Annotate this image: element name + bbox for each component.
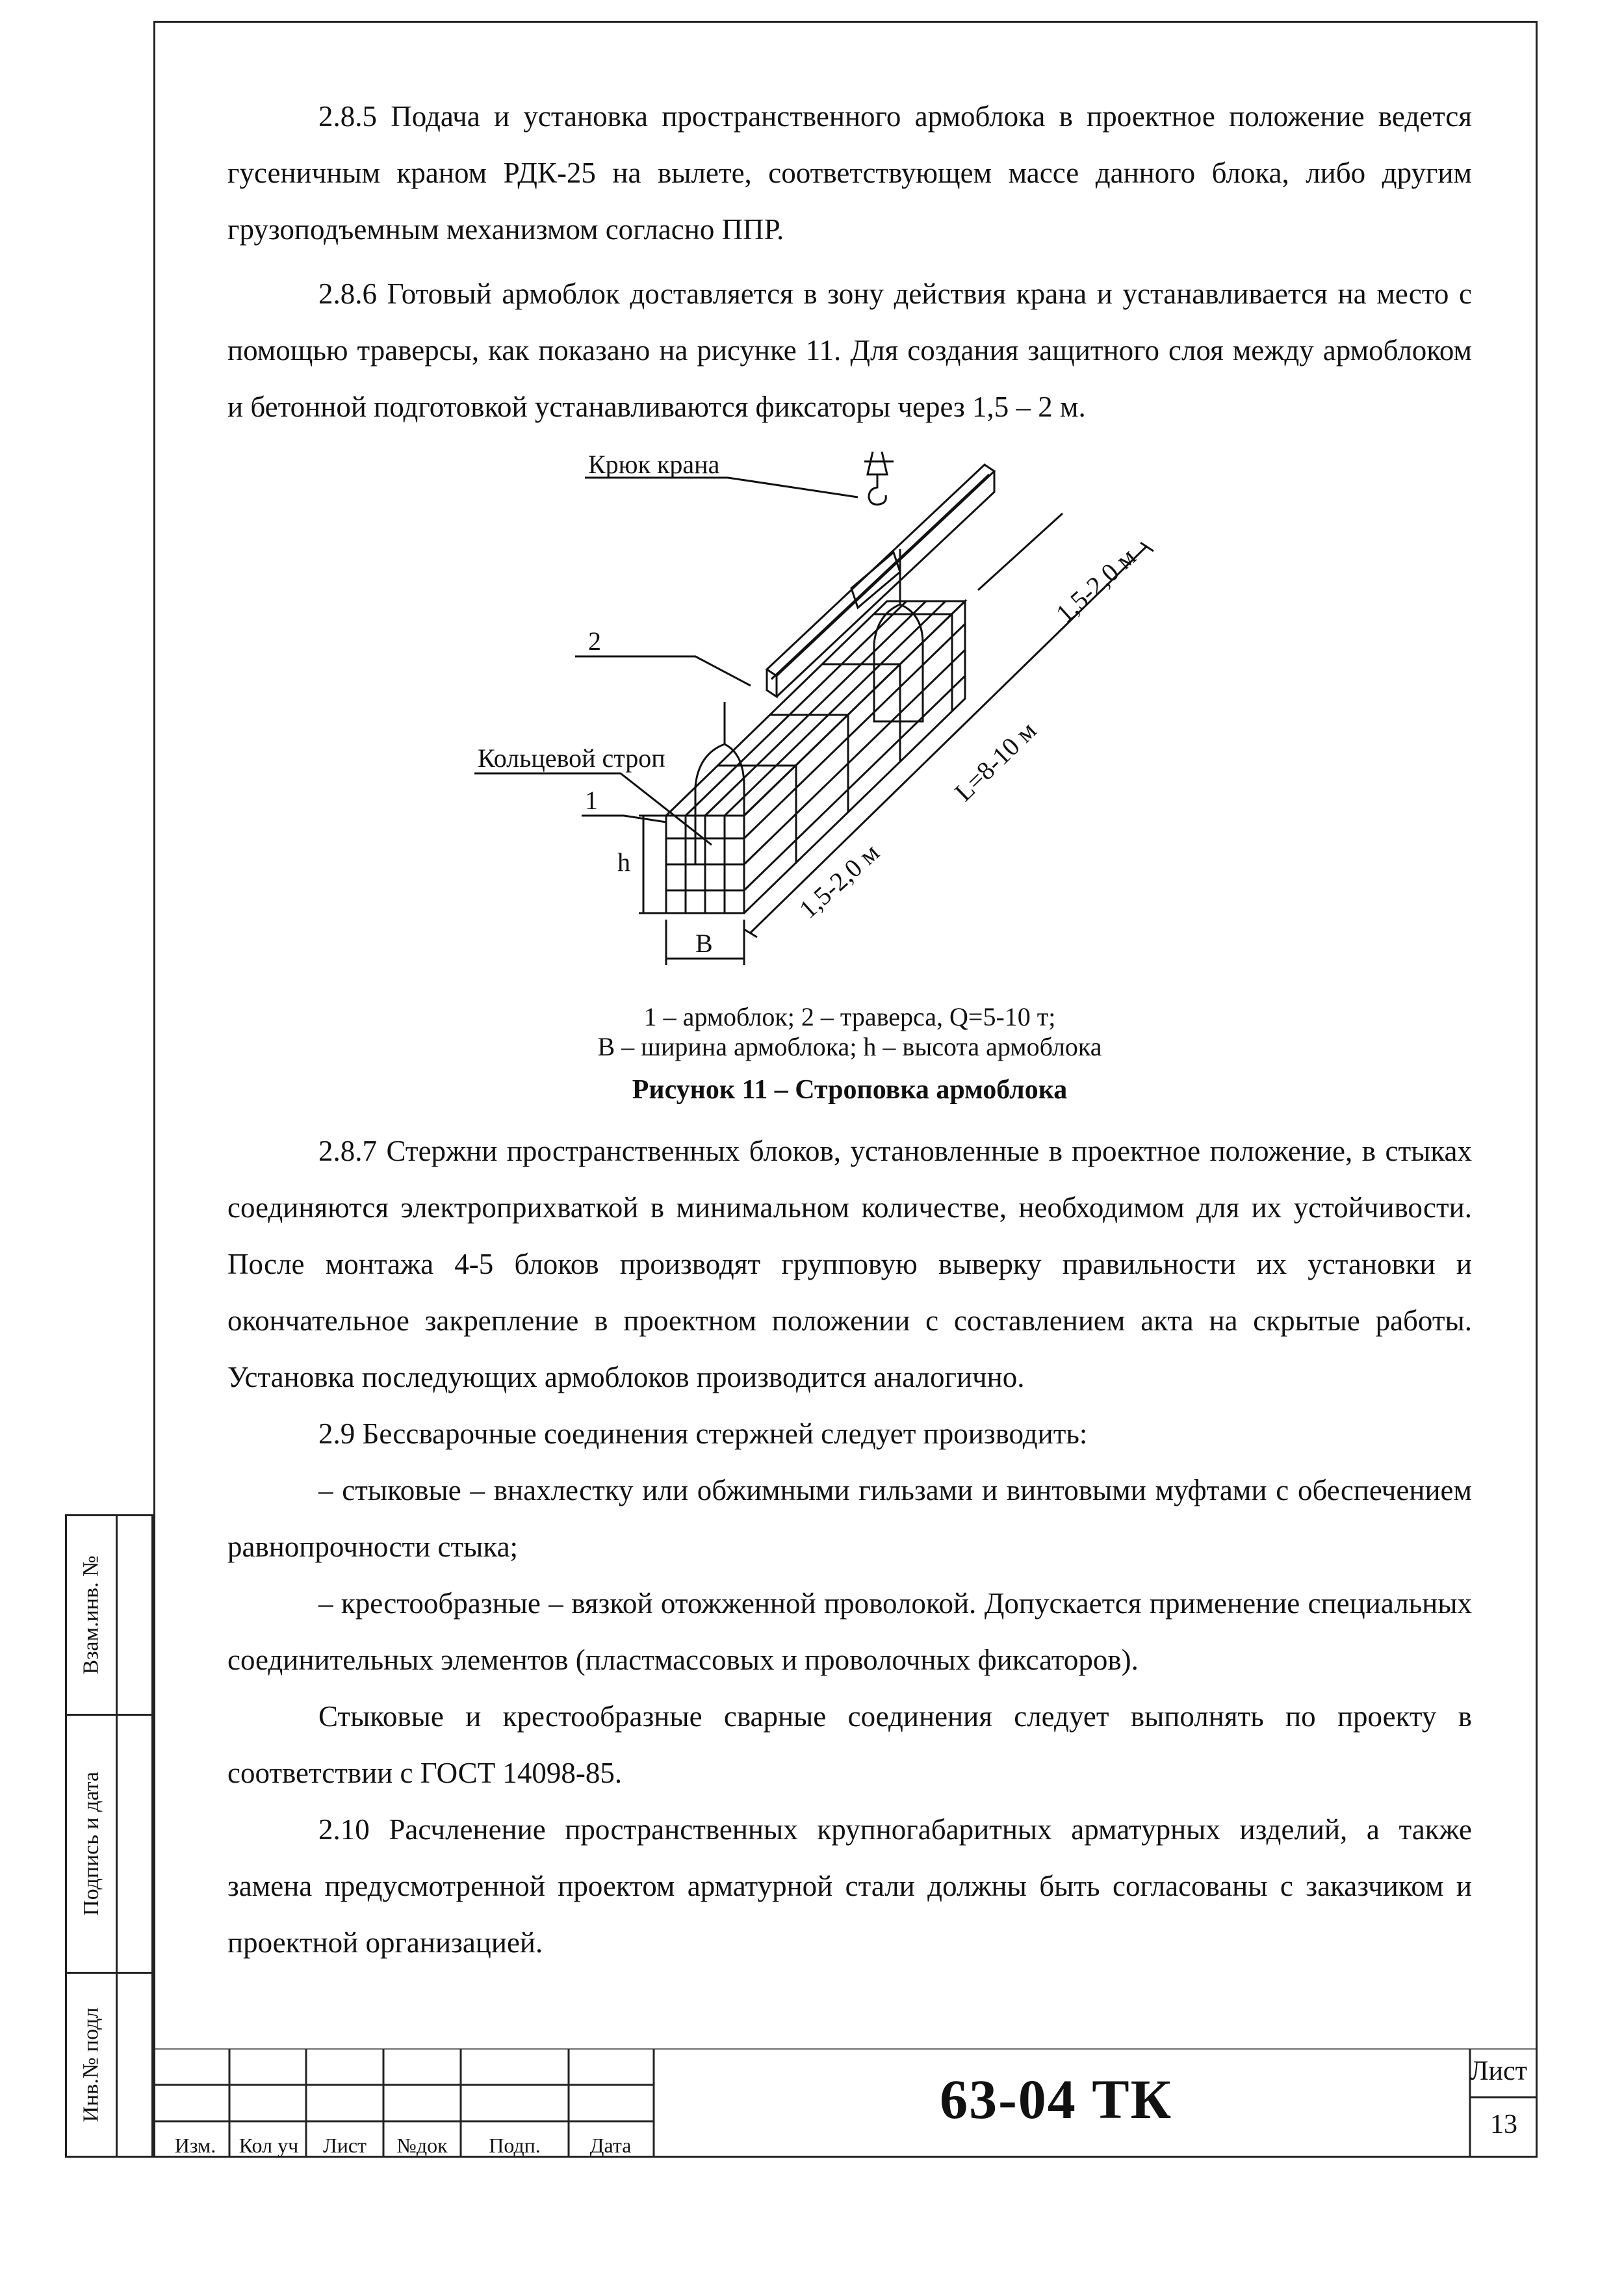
- label-dim-back: 1,5-2,0 м: [1050, 541, 1142, 628]
- tb-col-sheet: Лист: [322, 2134, 367, 2157]
- tb-col-sign: Подп.: [489, 2134, 541, 2157]
- document-code: 63-04 ТК: [940, 2068, 1172, 2130]
- label-armoblock: 1: [585, 786, 598, 815]
- figure-title: Рисунок 11 – Строповка армоблока: [632, 1075, 1068, 1105]
- document-body: [227, 88, 1472, 435]
- figure-slinging-diagram: [471, 448, 1192, 1007]
- tb-col-date: Дата: [589, 2134, 632, 2157]
- sheet-label: Лист: [1470, 2056, 1527, 2086]
- paragraph-2-9: 2.9 Бессварочные соединения стержней следует производить:: [318, 1417, 1088, 1450]
- label-hook: Крюк крана: [588, 450, 720, 479]
- stamp-replace-label: Взам.инв. №: [79, 1555, 103, 1675]
- stamp-replace-inv: [65, 1514, 153, 1716]
- paragraph-welded-joints: Стыковые и крестообразные сварные соединения следует выполнять по проекту в соответствии с ГОСТ 14098-85.: [227, 1700, 1472, 1789]
- crane-hook: [864, 452, 894, 504]
- figure-legend: [227, 1002, 1472, 1062]
- tb-col-qty: Кол уч: [238, 2134, 299, 2157]
- tb-col-docnum: №док: [396, 2134, 448, 2157]
- sheet-number: 13: [1490, 2110, 1517, 2139]
- stamp-sign-date: [65, 1714, 153, 1974]
- label-height: h: [617, 847, 630, 877]
- document-body-continued: [227, 1123, 1472, 1971]
- dimension-back: [978, 513, 1063, 590]
- dimension-height: [639, 816, 666, 913]
- paragraph-butt-joints: – стыковые – внахлестку или обжимными гильзами и винтовыми муфтами с обеспечением равнопрочности стыка;: [227, 1474, 1472, 1563]
- label-sling: Кольцевой строп: [478, 743, 665, 773]
- paragraph-2-10: 2.10 Расчленение пространственных крупногабаритных арматурных изделий, а также замена предусмотренной проектом арматурной стали должны быть согласованы с заказчиком и проектной организацией.: [227, 1813, 1472, 1959]
- stamp-inv-label: Инв.№ подл: [79, 2007, 103, 2123]
- label-width: B: [695, 929, 713, 958]
- stamp-sign-label: Подпись и дата: [79, 1772, 103, 1916]
- figure-legend-line-2: В – ширина армоблока; h – высота армоблока: [597, 1032, 1102, 1061]
- label-traverse: 2: [588, 627, 601, 656]
- paragraph-2-8-7: 2.8.7 Стержни пространственных блоков, установленные в проектное положение, в стыках соединяются электроприхваткой в минимальном количестве, необходимом для их устойчивости. После монтажа 4-5 блоков производят групповую выверку правильности их установки и окончательное закрепление в проектном положении с составлением акта на скрытые работы. Установка последующих армоблоков производится аналогично.: [227, 1135, 1472, 1393]
- traverse-beam: [767, 465, 994, 697]
- paragraph-2-8-6: 2.8.6 Готовый армоблок доставляется в зону действия крана и устанавливается на место с помощью траверсы, как показано на рисунке 11. Для создания защитного слоя между армоблоком и бетонной подготовкой устанавливаются фиксаторы через 1,5 – 2 м.: [227, 278, 1472, 423]
- figure-legend-line-1: 1 – армоблок; 2 – траверса, Q=5-10 т;: [643, 1002, 1056, 1031]
- label-dim-front: 1,5-2,0 м: [793, 837, 885, 924]
- paragraph-2-8-5: 2.8.5 Подача и установка пространственного армоблока в проектное положение ведется гусеничным краном РДК-25 на вылете, соответствующем массе данного блока, либо другим грузоподъемным механизмом согласно ППР.: [227, 100, 1472, 246]
- tb-col-change: Изм.: [174, 2134, 216, 2157]
- label-dim-length: L=8-10 м: [948, 715, 1042, 807]
- paragraph-cross-joints: – крестообразные – вязкой отожженной проволокой. Допускается применение специальных соединительных элементов (пластмассовых и проволочных фиксаторов).: [227, 1587, 1472, 1676]
- stamp-inv-original: [65, 1972, 153, 2158]
